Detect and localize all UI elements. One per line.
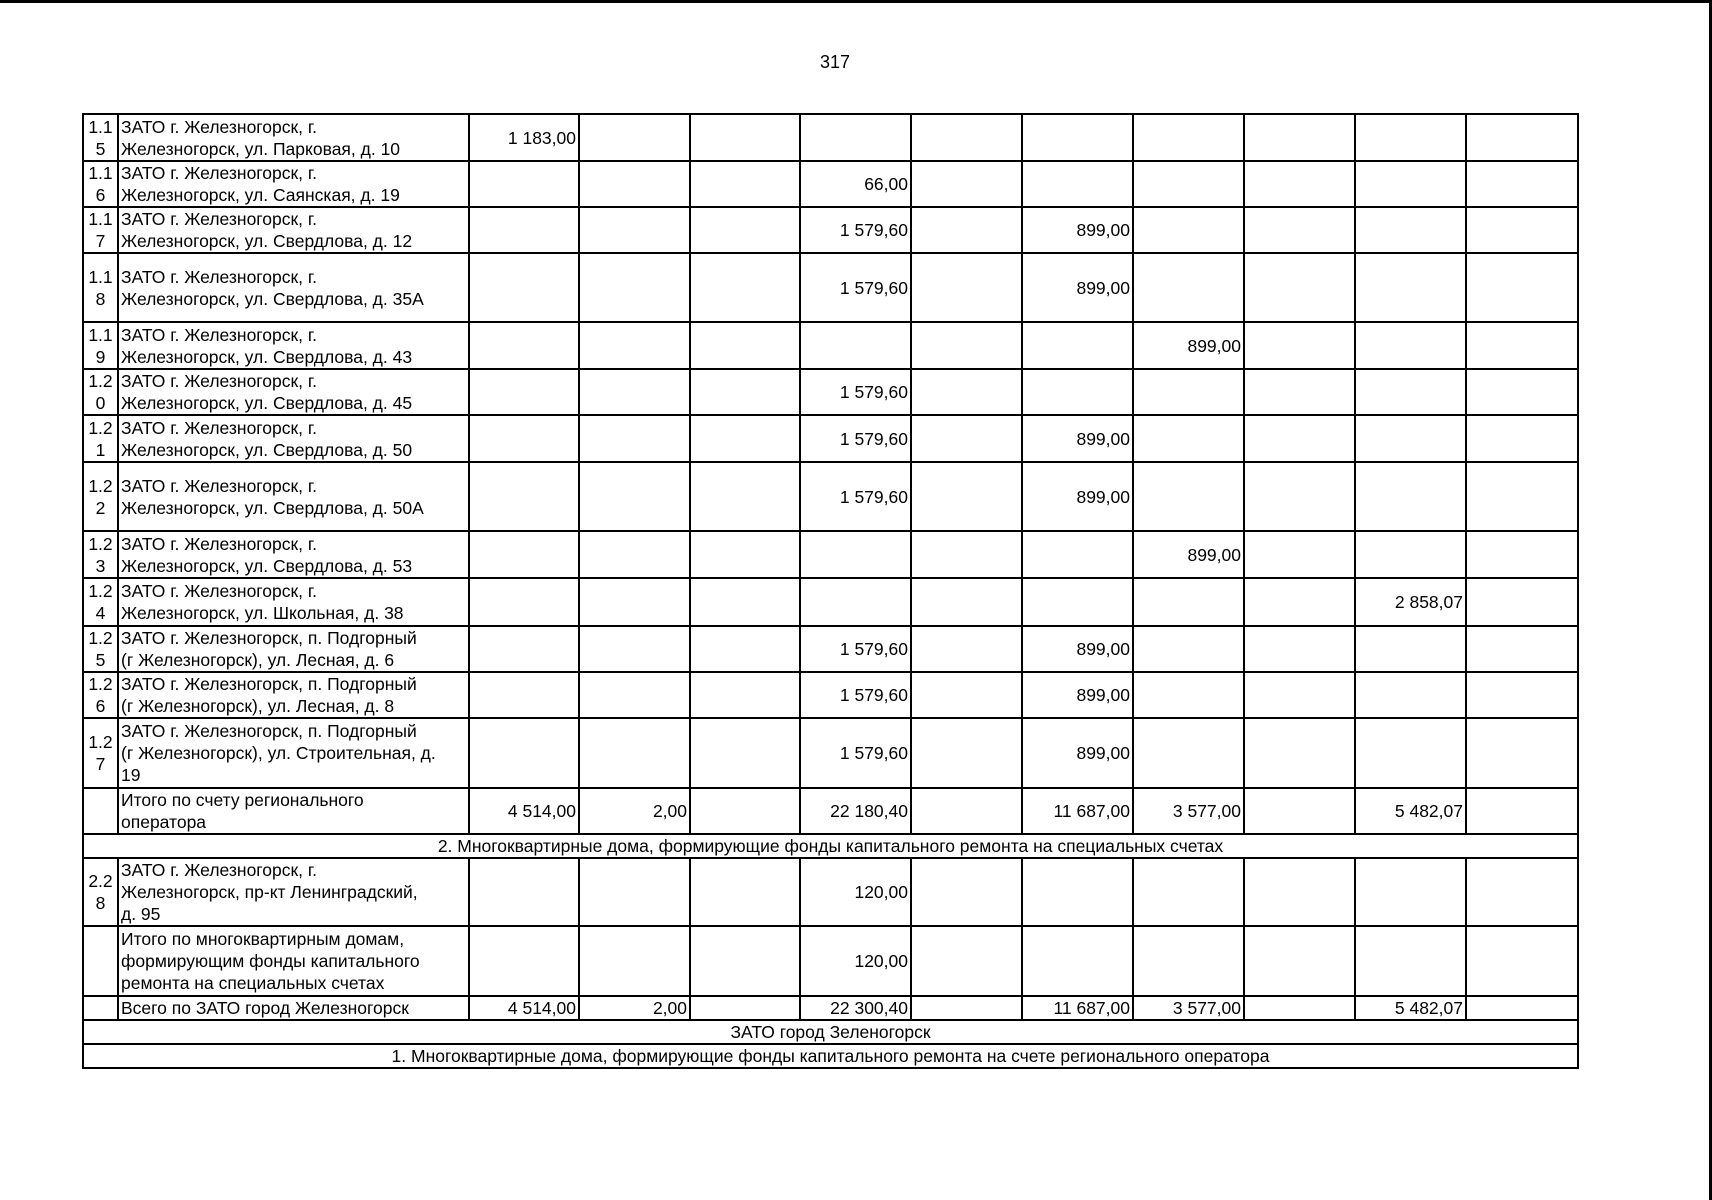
amount-cell bbox=[1355, 626, 1466, 672]
amount-cell bbox=[1466, 926, 1578, 996]
page-number: 317 bbox=[819, 52, 851, 72]
amount-cell bbox=[690, 926, 800, 996]
amount-cell bbox=[1466, 626, 1578, 672]
amount-cell bbox=[1355, 322, 1466, 369]
amount-cell bbox=[690, 369, 800, 415]
amount-cell: 1 579,60 bbox=[800, 672, 911, 718]
amount-cell bbox=[579, 672, 690, 718]
amount-cell bbox=[1133, 926, 1244, 996]
amount-cell bbox=[579, 926, 690, 996]
amount-cell bbox=[469, 926, 579, 996]
address-cell: ЗАТО г. Железногорск, г. Железногорск, ул. Свердлова, д. 12 bbox=[118, 207, 469, 253]
amount-cell bbox=[690, 322, 800, 369]
amount-cell bbox=[1466, 161, 1578, 207]
amount-cell bbox=[579, 531, 690, 578]
amount-cell bbox=[1244, 322, 1355, 369]
amount-cell bbox=[1466, 996, 1578, 1020]
row-number-cell bbox=[83, 926, 118, 996]
amount-cell bbox=[690, 858, 800, 926]
amount-cell bbox=[1244, 926, 1355, 996]
amount-cell bbox=[800, 322, 911, 369]
amount-cell bbox=[1244, 578, 1355, 626]
row-number-cell: 1.1 7 bbox=[83, 207, 118, 253]
table-row bbox=[83, 531, 1578, 578]
amount-cell bbox=[1355, 672, 1466, 718]
amount-cell bbox=[579, 322, 690, 369]
amount-cell bbox=[1355, 415, 1466, 462]
amount-cell bbox=[1244, 114, 1355, 161]
amount-cell bbox=[690, 996, 800, 1020]
amount-cell bbox=[469, 322, 579, 369]
amount-cell bbox=[1244, 672, 1355, 718]
row-number-cell: 1.2 4 bbox=[83, 578, 118, 626]
amount-cell bbox=[579, 718, 690, 788]
section-header-row bbox=[83, 1020, 1578, 1044]
amount-cell bbox=[469, 858, 579, 926]
address-cell: ЗАТО г. Железногорск, г. Железногорск, ул. Парковая, д. 10 bbox=[118, 114, 469, 161]
amount-cell bbox=[1133, 858, 1244, 926]
amount-cell bbox=[1355, 207, 1466, 253]
amount-cell bbox=[469, 672, 579, 718]
amount-cell bbox=[911, 672, 1022, 718]
amount-cell bbox=[1466, 788, 1578, 834]
amount-cell bbox=[911, 531, 1022, 578]
section-title: 2. Многоквартирные дома, формирующие фонды капитального ремонта на специальных счетах bbox=[83, 834, 1578, 858]
amount-cell bbox=[690, 626, 800, 672]
amount-cell bbox=[1355, 926, 1466, 996]
amount-cell: 2,00 bbox=[579, 996, 690, 1020]
table-row bbox=[83, 626, 1578, 672]
amount-cell: 120,00 bbox=[800, 926, 911, 996]
amount-cell bbox=[1244, 161, 1355, 207]
amount-cell: 1 183,00 bbox=[469, 114, 579, 161]
amount-cell bbox=[1355, 462, 1466, 531]
amount-cell: 4 514,00 bbox=[469, 996, 579, 1020]
amount-cell: 2,00 bbox=[579, 788, 690, 834]
amount-cell: 11 687,00 bbox=[1022, 788, 1133, 834]
table-row bbox=[83, 207, 1578, 253]
amount-cell bbox=[469, 161, 579, 207]
amount-cell bbox=[911, 161, 1022, 207]
address-cell: Итого по многоквартирным домам, формирующим фонды капитального ремонта на специальных счетах bbox=[118, 926, 469, 996]
amount-cell bbox=[1133, 578, 1244, 626]
repair-funds-table bbox=[82, 113, 1579, 1069]
address-cell: ЗАТО г. Железногорск, г. Железногорск, пр-кт Ленинградский, д. 95 bbox=[118, 858, 469, 926]
amount-cell bbox=[911, 626, 1022, 672]
amount-cell: 899,00 bbox=[1022, 253, 1133, 322]
amount-cell bbox=[1466, 322, 1578, 369]
row-number-cell: 1.1 5 bbox=[83, 114, 118, 161]
amount-cell bbox=[1133, 114, 1244, 161]
section-header-row bbox=[83, 1044, 1578, 1068]
address-cell: ЗАТО г. Железногорск, п. Подгорный (г Железногорск), ул. Лесная, д. 8 bbox=[118, 672, 469, 718]
table-row bbox=[83, 114, 1578, 161]
amount-cell bbox=[1022, 531, 1133, 578]
amount-cell: 22 300,40 bbox=[800, 996, 911, 1020]
amount-cell: 899,00 bbox=[1133, 531, 1244, 578]
amount-cell bbox=[911, 858, 1022, 926]
amount-cell bbox=[1022, 161, 1133, 207]
amount-cell bbox=[1244, 415, 1355, 462]
amount-cell bbox=[1022, 369, 1133, 415]
row-number-cell: 1.1 6 bbox=[83, 161, 118, 207]
amount-cell: 899,00 bbox=[1022, 207, 1133, 253]
amount-cell bbox=[911, 462, 1022, 531]
amount-cell: 1 579,60 bbox=[800, 369, 911, 415]
amount-cell: 3 577,00 bbox=[1133, 996, 1244, 1020]
amount-cell bbox=[469, 415, 579, 462]
amount-cell bbox=[1244, 626, 1355, 672]
amount-cell bbox=[1244, 253, 1355, 322]
amount-cell bbox=[1244, 531, 1355, 578]
amount-cell bbox=[469, 207, 579, 253]
amount-cell bbox=[469, 369, 579, 415]
amount-cell bbox=[469, 253, 579, 322]
address-cell: ЗАТО г. Железногорск, г. Железногорск, ул. Саянская, д. 19 bbox=[118, 161, 469, 207]
amount-cell bbox=[579, 858, 690, 926]
amount-cell bbox=[1022, 858, 1133, 926]
address-cell: ЗАТО г. Железногорск, г. Железногорск, ул. Свердлова, д. 50А bbox=[118, 462, 469, 531]
address-cell: ЗАТО г. Железногорск, г. Железногорск, ул. Свердлова, д. 53 bbox=[118, 531, 469, 578]
amount-cell bbox=[1244, 996, 1355, 1020]
amount-cell bbox=[911, 788, 1022, 834]
table-row bbox=[83, 996, 1578, 1020]
amount-cell bbox=[911, 415, 1022, 462]
amount-cell bbox=[579, 462, 690, 531]
table-row bbox=[83, 578, 1578, 626]
amount-cell bbox=[911, 578, 1022, 626]
amount-cell bbox=[911, 926, 1022, 996]
row-number-cell: 1.1 9 bbox=[83, 322, 118, 369]
amount-cell bbox=[1466, 578, 1578, 626]
amount-cell: 11 687,00 bbox=[1022, 996, 1133, 1020]
row-number-cell bbox=[83, 996, 118, 1020]
amount-cell bbox=[1355, 858, 1466, 926]
amount-cell bbox=[1133, 369, 1244, 415]
amount-cell bbox=[579, 114, 690, 161]
section-title: ЗАТО город Зеленогорск bbox=[83, 1020, 1578, 1044]
amount-cell: 22 180,40 bbox=[800, 788, 911, 834]
amount-cell bbox=[1466, 415, 1578, 462]
amount-cell: 899,00 bbox=[1022, 718, 1133, 788]
row-number-cell: 1.2 1 bbox=[83, 415, 118, 462]
table-row bbox=[83, 253, 1578, 322]
amount-cell bbox=[1355, 161, 1466, 207]
amount-cell bbox=[1466, 858, 1578, 926]
amount-cell bbox=[800, 578, 911, 626]
amount-cell bbox=[1244, 788, 1355, 834]
row-number-cell: 1.2 3 bbox=[83, 531, 118, 578]
amount-cell bbox=[1355, 114, 1466, 161]
amount-cell bbox=[1355, 718, 1466, 788]
amount-cell bbox=[469, 626, 579, 672]
row-number-cell: 2.2 8 bbox=[83, 858, 118, 926]
address-cell: ЗАТО г. Железногорск, г. Железногорск, ул. Школьная, д. 38 bbox=[118, 578, 469, 626]
amount-cell bbox=[1355, 531, 1466, 578]
amount-cell bbox=[1133, 415, 1244, 462]
table-row bbox=[83, 462, 1578, 531]
amount-cell: 899,00 bbox=[1022, 672, 1133, 718]
amount-cell bbox=[579, 207, 690, 253]
amount-cell bbox=[690, 578, 800, 626]
amount-cell bbox=[1466, 253, 1578, 322]
amount-cell: 120,00 bbox=[800, 858, 911, 926]
amount-cell bbox=[690, 415, 800, 462]
amount-cell bbox=[469, 578, 579, 626]
row-number-cell: 1.2 6 bbox=[83, 672, 118, 718]
row-number-cell: 1.2 5 bbox=[83, 626, 118, 672]
row-number-cell: 1.2 0 bbox=[83, 369, 118, 415]
row-number-cell: 1.2 7 bbox=[83, 718, 118, 788]
amount-cell bbox=[1022, 578, 1133, 626]
amount-cell bbox=[1466, 531, 1578, 578]
table-row bbox=[83, 415, 1578, 462]
table-body bbox=[83, 114, 1578, 1068]
amount-cell: 899,00 bbox=[1133, 322, 1244, 369]
table-row bbox=[83, 672, 1578, 718]
table-row bbox=[83, 788, 1578, 834]
amount-cell bbox=[1133, 626, 1244, 672]
amount-cell: 899,00 bbox=[1022, 415, 1133, 462]
amount-cell: 899,00 bbox=[1022, 462, 1133, 531]
amount-cell bbox=[690, 114, 800, 161]
amount-cell bbox=[1133, 718, 1244, 788]
amount-cell bbox=[1244, 462, 1355, 531]
table-row bbox=[83, 369, 1578, 415]
amount-cell bbox=[911, 253, 1022, 322]
amount-cell bbox=[1466, 672, 1578, 718]
address-cell: Всего по ЗАТО город Железногорск bbox=[118, 996, 469, 1020]
amount-cell bbox=[800, 531, 911, 578]
address-cell: Итого по счету регионального оператора bbox=[118, 788, 469, 834]
amount-cell bbox=[579, 161, 690, 207]
amount-cell bbox=[1466, 462, 1578, 531]
amount-cell bbox=[911, 996, 1022, 1020]
amount-cell: 899,00 bbox=[1022, 626, 1133, 672]
table-row bbox=[83, 322, 1578, 369]
amount-cell bbox=[1466, 114, 1578, 161]
amount-cell bbox=[911, 718, 1022, 788]
amount-cell: 3 577,00 bbox=[1133, 788, 1244, 834]
amount-cell bbox=[579, 415, 690, 462]
address-cell: ЗАТО г. Железногорск, г. Железногорск, ул. Свердлова, д. 43 bbox=[118, 322, 469, 369]
amount-cell bbox=[1133, 161, 1244, 207]
amount-cell bbox=[1244, 207, 1355, 253]
amount-cell bbox=[690, 207, 800, 253]
amount-cell bbox=[1133, 207, 1244, 253]
amount-cell: 5 482,07 bbox=[1355, 996, 1466, 1020]
amount-cell: 5 482,07 bbox=[1355, 788, 1466, 834]
amount-cell bbox=[1355, 369, 1466, 415]
amount-cell bbox=[1466, 718, 1578, 788]
amount-cell bbox=[690, 462, 800, 531]
row-number-cell: 1.2 2 bbox=[83, 462, 118, 531]
amount-cell bbox=[469, 462, 579, 531]
amount-cell: 1 579,60 bbox=[800, 207, 911, 253]
amount-cell bbox=[1022, 926, 1133, 996]
row-number-cell bbox=[83, 788, 118, 834]
amount-cell bbox=[690, 672, 800, 718]
table-row bbox=[83, 926, 1578, 996]
amount-cell bbox=[1244, 858, 1355, 926]
amount-cell bbox=[1133, 462, 1244, 531]
amount-cell bbox=[911, 369, 1022, 415]
amount-cell bbox=[469, 531, 579, 578]
amount-cell: 1 579,60 bbox=[800, 253, 911, 322]
amount-cell: 1 579,60 bbox=[800, 462, 911, 531]
amount-cell bbox=[1244, 718, 1355, 788]
amount-cell bbox=[1355, 253, 1466, 322]
amount-cell: 1 579,60 bbox=[800, 718, 911, 788]
amount-cell: 4 514,00 bbox=[469, 788, 579, 834]
amount-cell bbox=[911, 207, 1022, 253]
address-cell: ЗАТО г. Железногорск, г. Железногорск, ул. Свердлова, д. 45 bbox=[118, 369, 469, 415]
amount-cell bbox=[579, 369, 690, 415]
amount-cell bbox=[1022, 114, 1133, 161]
address-cell: ЗАТО г. Железногорск, п. Подгорный (г Железногорск), ул. Лесная, д. 6 bbox=[118, 626, 469, 672]
amount-cell bbox=[469, 718, 579, 788]
amount-cell bbox=[1133, 672, 1244, 718]
amount-cell bbox=[1466, 207, 1578, 253]
address-cell: ЗАТО г. Железногорск, г. Железногорск, ул. Свердлова, д. 35А bbox=[118, 253, 469, 322]
amount-cell bbox=[690, 788, 800, 834]
amount-cell bbox=[579, 578, 690, 626]
amount-cell: 66,00 bbox=[800, 161, 911, 207]
amount-cell bbox=[690, 531, 800, 578]
amount-cell bbox=[579, 253, 690, 322]
amount-cell bbox=[1133, 253, 1244, 322]
amount-cell: 1 579,60 bbox=[800, 415, 911, 462]
amount-cell bbox=[690, 161, 800, 207]
amount-cell bbox=[800, 114, 911, 161]
amount-cell: 1 579,60 bbox=[800, 626, 911, 672]
amount-cell bbox=[1466, 369, 1578, 415]
address-cell: ЗАТО г. Железногорск, г. Железногорск, ул. Свердлова, д. 50 bbox=[118, 415, 469, 462]
table-row bbox=[83, 858, 1578, 926]
section-header-row bbox=[83, 834, 1578, 858]
amount-cell bbox=[690, 253, 800, 322]
section-title: 1. Многоквартирные дома, формирующие фонды капитального ремонта на счете регионального оператора bbox=[83, 1044, 1578, 1068]
table-row bbox=[83, 718, 1578, 788]
amount-cell bbox=[579, 626, 690, 672]
table-row bbox=[83, 161, 1578, 207]
scan-top-edge bbox=[0, 0, 1712, 3]
amount-cell bbox=[1022, 322, 1133, 369]
address-cell: ЗАТО г. Железногорск, п. Подгорный (г Железногорск), ул. Строительная, д. 19 bbox=[118, 718, 469, 788]
amount-cell bbox=[690, 718, 800, 788]
amount-cell bbox=[911, 114, 1022, 161]
row-number-cell: 1.1 8 bbox=[83, 253, 118, 322]
amount-cell bbox=[911, 322, 1022, 369]
amount-cell bbox=[1244, 369, 1355, 415]
amount-cell: 2 858,07 bbox=[1355, 578, 1466, 626]
